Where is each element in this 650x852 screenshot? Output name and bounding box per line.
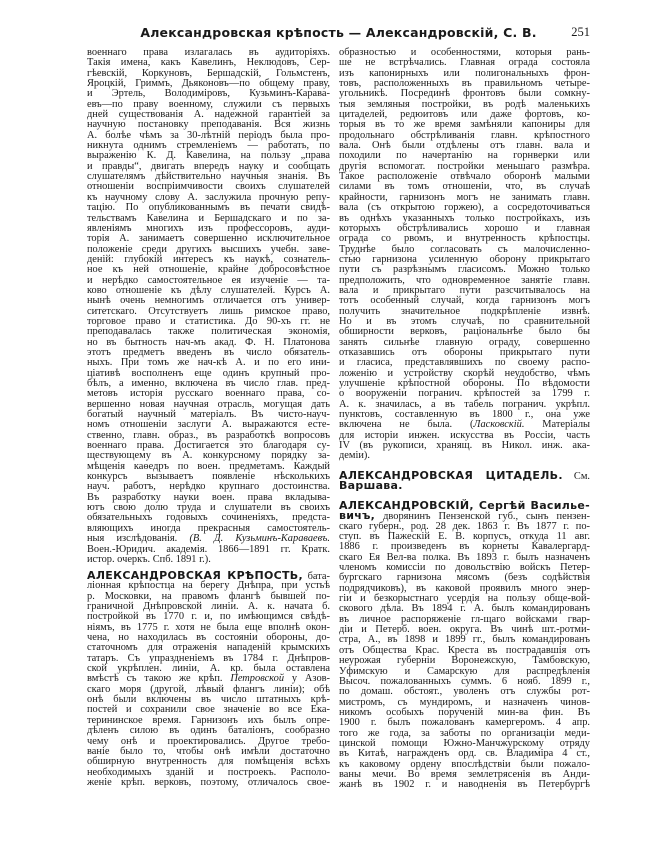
text-run: постей и сохранили свое значеніе во все Ека- [87, 704, 330, 716]
text-run: тацію. По опубликованнымъ въ печати свидѣ- [87, 202, 330, 214]
text-run: конкурсъ вызываетъ появленіе нѣсколькихъ [87, 471, 330, 483]
text-run: товъ, расположенныхъ въ правильномъ четыре- [339, 78, 590, 90]
text-line [339, 481, 590, 491]
text-run: ше не встрѣчались. Главная ограда состояла [339, 57, 590, 69]
text-run: изъ капонирныхъ или полигональныхъ фрон- [339, 67, 590, 79]
text-run: скового дѣла. Въ 1894 г. А. былъ командированъ [339, 603, 590, 615]
text-run: ществующему въ А. конкурсному порядку за- [87, 450, 330, 462]
text-line-content [339, 451, 370, 461]
text-run: положеніе среди другихъ высшихъ учебн. заве- [87, 243, 330, 255]
text-line-content [87, 778, 330, 788]
text-run: цинской помощи Южно-Манчжурскому отряду [339, 737, 590, 749]
text-run: деній: глубокій интересъ къ наукѣ, сознатель- [87, 253, 330, 265]
text-run: вала и прикрытаго пути разсчитывалось на [339, 284, 590, 296]
italic-text: (В. Д. Кузьминъ-Караваевъ. [189, 533, 331, 545]
text-run: цитаделей, редюитовъ или даже фортовъ, ко- [339, 109, 590, 121]
text-run: обширную внутренность для помѣщенія всѣхъ [87, 756, 330, 768]
text-run: и гласиса, представлявшихъ по своему распо- [339, 357, 590, 369]
text-run: въ однѣхъ указанныхъ только постройкахъ, изъ [339, 212, 590, 224]
text-line-content [339, 780, 590, 790]
text-run: вершенно новая научная отрасль, могущая дать [87, 398, 330, 410]
text-run: гіи и безкорыстнаго усердія на пользу обще-вой- [339, 593, 590, 605]
text-run: вляющихъ иногда прекрасныя самостоятель- [87, 522, 330, 534]
text-run: Такое расположеніе отвѣчало оборонѣ малыми [339, 171, 590, 183]
text-run: 1900 г. былъ пожалованъ камергеромъ. 4 апр. [339, 717, 590, 729]
text-run: силами въ томъ отношеніи, что, въ случаѣ [339, 181, 590, 193]
text-run: въ Китаѣ, награжденъ орд. св. Владиміра 4 ст., [339, 748, 590, 760]
text-run: ково отношеніе къ дѣлу слушателей. Курсъ А. [87, 284, 330, 296]
text-run: статочномъ для отраженія нападеній крымскихъ [87, 642, 330, 654]
text-run: обязательныхъ годовыхъ сочиненіяхъ, предста- [87, 512, 330, 524]
text-run: терининское время. Гарнизонъ ихъ былъ опре- [87, 714, 330, 726]
text-run: о вооруженіи погранич. крѣпостей за 1799 г. [339, 388, 590, 400]
text-run: А. к. значилась, а въ табель погранич. укрѣпл. [339, 398, 590, 410]
article-continuation-right [339, 48, 590, 462]
article-aleksandrovskaya-krepost [87, 571, 330, 788]
text-line-content [339, 441, 590, 451]
text-run: науч. работъ, нерѣдко крупнаго достоинства. [87, 481, 330, 493]
text-run: ныя изслѣдованія. [87, 533, 190, 545]
text-run: включена не была. ( [339, 419, 474, 431]
text-run: другія вспомогат. постройки меньшаго размѣра. [339, 160, 590, 172]
text-run: бѣлъ, а именно, включена въ число глав. пред- [87, 378, 330, 389]
text-run: крайности, гарнизонъ могъ не занимать главн. [339, 191, 590, 203]
text-run: постройкой въ 1770 г. и, по имѣющимся свѣдѣ- [87, 611, 330, 623]
text-run: походили по начертанію на горнверки или [339, 150, 590, 162]
text-run: необходимыхъ зданій и построекъ. Располо- [87, 766, 330, 778]
text-run: дворянинъ Пензенской губ., сынъ пензен- [375, 511, 590, 523]
text-run: Въ разработку науки воен. права вкладыва- [87, 491, 330, 503]
text-run: отъ Общества Крас. Креста въ пострадавшія отъ [339, 644, 590, 656]
text-run: обширности верковъ, раціональнѣе было бы [339, 326, 590, 338]
text-run: стью гарнизона усиленную оборону прикрытаго [339, 253, 590, 265]
entry-headword: Варшава. [339, 479, 403, 493]
text-run: преподавалась также политическая экономія, [87, 326, 330, 338]
text-run: членомъ комиссіи по довольствію войскъ Петер- [339, 562, 590, 574]
text-run: р. Московки, на правомъ флангѣ бывшей по- [87, 590, 330, 602]
article-continuation-left [87, 48, 330, 565]
text-line-content [339, 481, 403, 492]
text-run: граничной Днѣпровской линіи. А. к. начата б. [87, 601, 330, 613]
text-line [87, 778, 330, 788]
text-run: улучшеніе крѣпостной обороны. По вѣдомости [339, 378, 590, 389]
text-run: тыя земляныя постройки, въ родѣ маленькихъ [339, 98, 590, 110]
text-run: 1886 г. произведенъ въ корнеты Кавалергард- [339, 541, 590, 553]
text-line [339, 501, 590, 511]
text-run: того же года, за заботы по организаціи меди- [339, 727, 590, 739]
text-run: ской укрѣплен. линіи, А. кр. была оставлена [87, 663, 330, 675]
text-run: мѣщенія каѳедръ по воен. предметамъ. Каждый [87, 460, 330, 472]
text-run: и нерѣдко самостоятельное ея изученіе — та- [87, 274, 330, 286]
entry-headword: АЛЕКСАНДРОВСКІЙ, Сергѣй Василье- [339, 499, 590, 512]
text-run: чена, но находилась въ состояніи обороны, до- [87, 632, 330, 644]
text-run: номъ отношеніи заслуги А. выражаются есте- [87, 419, 330, 431]
text-run: чему онѣ и проектировались. Другое требо- [87, 735, 330, 747]
text-run: Труднѣе было согласовать съ малочисленно- [339, 243, 590, 255]
text-run: нынѣ очень немногимъ отличается отъ универ- [87, 295, 330, 307]
text-run: татаръ. Съ упраздненіемъ въ 1784 г. Днѣпров- [87, 652, 330, 664]
text-run: скаго Ея Вел-ва полка. Въ 1893 г. былъ назначенъ [339, 551, 590, 563]
text-run: деміи). [339, 450, 370, 462]
text-run: въ личное распоряженіе гл-щаго войсками гвар- [339, 613, 590, 625]
entry-headword: вичъ, [339, 509, 376, 523]
text-run: для исторіи инжен. искусства въ Россіи, часть [339, 429, 590, 441]
text-run: научную постановку преподаванія. Вся жизнь [87, 119, 330, 131]
text-run: угольникѣ. Посрединѣ фронтовъ были сомкну- [339, 88, 590, 100]
text-run: дней существованія А. надежной гарантіей за [87, 109, 330, 121]
text-run: вала (съ открытою горжею), а сосредоточиваться [339, 202, 590, 214]
text-run: См. [562, 471, 590, 482]
text-run: Уфимскую и Самарскую для распредѣленія [339, 665, 590, 677]
text-run: А. болѣе чѣмъ за 30-лѣтній періодъ была про- [87, 129, 330, 141]
text-run: богатый научный матеріалъ. Въ чисто-науч- [87, 409, 330, 421]
text-run: тельствамъ Кавелина и Бершадскаго и по за- [87, 212, 330, 224]
text-run: Такія имена, какъ Кавелинъ, Неклюдовъ, Сер- [87, 57, 330, 69]
text-run: бургскаго гарнизона мясомъ (безъ содѣйствія [339, 572, 590, 584]
text-run: Яроцкій, Гриммъ, Дьяконовъ—по общему праву, [87, 78, 330, 90]
entry-headword: АЛЕКСАНДРОВСКАЯ КРѢПОСТЬ, [87, 569, 303, 582]
text-run: по домаш. обстоят., уволенъ отъ службы рот- [339, 686, 590, 698]
text-run: неурожая губерніи Воронежскую, Тамбовскую, [339, 655, 590, 667]
italic-text: Ласковскій. [473, 419, 525, 431]
text-run: гѣевскій, Коркуновъ, Бершадскій, Гольмстенъ, [87, 67, 330, 79]
text-run: ніямъ, въ 1775 г. хотя не была еще вполнѣ окон- [87, 621, 330, 633]
text-run: діи и Петерб. воен. округа. Въ чинѣ шт.-ротми- [339, 624, 590, 636]
running-title: Александровская крѣпость — Александровскій, С. В. [140, 25, 537, 40]
text-run: образностью и особенностями, которыя рань- [339, 47, 590, 58]
text-line [339, 780, 590, 790]
entry-headword: АЛЕКСАНДРОВСКАЯ ЦИТАДЕЛЬ. [339, 469, 563, 482]
text-run: ситетскаго. Отсутствуетъ лишь римское право, [87, 305, 330, 317]
text-run: ступ. въ Пажескій Е. В. корпусъ, откуда 11 авг. [339, 531, 590, 543]
text-line-content [87, 555, 211, 565]
text-run: отказавшись отъ обороны прикрытаго пути [339, 346, 590, 358]
text-run: военнаго права излагалась въ аудиторіяхъ. [87, 47, 330, 58]
text-run: продольнаго обстрѣливанія главн. крѣпостного [339, 129, 590, 141]
text-line [87, 555, 330, 565]
text-run: ліонная крѣпостца на берегу Днѣпра, при устьѣ [87, 580, 330, 592]
text-run: получить значительное подкрѣпленіе извнѣ. [339, 305, 590, 317]
text-run: у Азов- [284, 673, 331, 685]
text-run: явленіямъ многихъ изъ профессоровъ, ауди- [87, 222, 330, 234]
text-run: скаго губерн., род. 28 дек. 1863 г. Въ 1877 г. по- [339, 520, 590, 532]
text-run: ваніе было то, чтобы онѣ имѣли достаточно [87, 745, 330, 757]
text-run: и правды“, двигать впередъ науку и сообщать [87, 160, 330, 172]
text-run: пути съ разрѣзнымъ гласисомъ. Можно только [339, 264, 590, 276]
text-run: онѣ были включены въ число штатныхъ крѣ- [87, 694, 330, 706]
text-run: предположить, что одновременное занятіе главн. [339, 274, 590, 286]
text-run: торыя въ то же время замѣняли капониры для [339, 119, 590, 131]
text-run: военнаго права. Достигается это благодаря су- [87, 440, 330, 452]
text-run: жанѣ въ 1902 г. и наводненія въ Петербургѣ [339, 779, 590, 791]
text-run: ютъ свою долю труда и слушатели въ своихъ [87, 502, 330, 514]
text-line [339, 451, 590, 461]
text-run: ныхъ. При томъ же нач-кѣ А. и по его ини- [87, 357, 330, 369]
text-run: къ научному слову А. заслужила прочную репу- [87, 191, 330, 203]
running-header [87, 25, 590, 41]
text-run: торговое право и статистика. До 90-хъ гг. не [87, 315, 330, 327]
text-run: выраженію К. Д. Кавелина, на пользу „права [87, 150, 330, 162]
text-run: тотъ особенный случай, когда гарнизонъ могъ [339, 295, 590, 307]
text-run: ограда со рвомъ, и внутренность крѣпостцы. [339, 233, 590, 245]
text-run: ціативѣ восполненъ еще одинъ крупный про- [87, 367, 330, 379]
text-run: евъ—по праву военному, служили съ первыхъ [87, 98, 330, 110]
italic-text: Петровской [230, 673, 285, 685]
text-run: вала. Онѣ были отдѣлены отъ главн. вала и [339, 140, 590, 152]
text-run: ложенію и устройству скорѣй неудобство, чѣмъ [339, 367, 590, 379]
text-run: метовъ исторія русскаго военнаго права, со- [87, 388, 330, 400]
text-run: Воен.-Юридич. академія. 1866—1891 гг. Кратк. [87, 543, 330, 555]
text-run: IV (въ рукописи, хранящ. въ Никол. инж. ака- [339, 440, 590, 452]
text-run: истор. очеркъ. Спб. 1891 г.). [87, 553, 211, 565]
text-run: дѣленъ силою въ одинъ баталіонъ, сообразно [87, 725, 330, 737]
text-run: отношеніи воспріимчивости своихъ слушателей [87, 181, 330, 193]
article-aleksandrovsky-sv [339, 501, 590, 791]
text-run: ваны мечи. Во время землетрясенія въ Анди- [339, 768, 590, 780]
text-run: Матеріалы [524, 419, 590, 431]
text-run: къ каковому ордену впослѣдствіи были пожало- [339, 758, 590, 770]
text-run: ное къ ней отношеніе, крайне добросовѣстное [87, 264, 330, 276]
text-run: и Эртель, Володиміровъ, Кузьминъ-Карава- [87, 88, 330, 100]
text-run: торія А. занимаетъ совершенно исключительное [87, 233, 330, 245]
text-run: мистромъ, съ мундиромъ, и назначенъ чинов- [339, 696, 590, 708]
text-line [339, 441, 590, 451]
text-run: стра, А., въ 1898 и 1899 гг., былъ командированъ [339, 634, 590, 646]
text-run: никнута однимъ стремленіемъ — работать, по [87, 140, 330, 152]
text-run: женіе крѣп. верковъ, поэтому, отличалось свое- [87, 776, 330, 788]
text-run: ственно, главн. образ., въ разработкѣ вопросовъ [87, 429, 330, 441]
page-number: 251 [571, 25, 590, 39]
text-run: никомъ особыхъ порученій мин-ва фин. Въ [339, 706, 590, 718]
text-run: слушателямъ дѣйствительно научныя знанія. Въ [87, 171, 330, 183]
text-run: скаго моря (другой, лѣвый флангъ линіи); обѣ [87, 683, 330, 695]
text-run: занять сильнѣе главную ограду, совершенно [339, 336, 590, 348]
text-run: подрядчиковъ), въ каковой проявилъ много энер- [339, 582, 590, 594]
text-run: вмѣстѣ съ такою же крѣп. [87, 673, 231, 685]
text-run: но въ бытность нач-мъ акад. Ф. Н. Платонова [87, 336, 330, 348]
text-run: Но и въ этомъ случаѣ, по сравнительной [339, 315, 590, 327]
text-run: Высоч. пожалованныхъ суммъ. 6 нояб. 1899 г., [339, 675, 590, 687]
text-run: которыхъ обстрѣливались хорошо и главная [339, 222, 590, 234]
text-run: бата- [302, 571, 330, 582]
text-run: пунктовъ, составленную въ 1800 г., она уже [339, 409, 590, 421]
text-run: этотъ предметъ введенъ въ число обязатель- [87, 346, 330, 358]
article-aleksandrovskaya-citadel [339, 471, 590, 492]
